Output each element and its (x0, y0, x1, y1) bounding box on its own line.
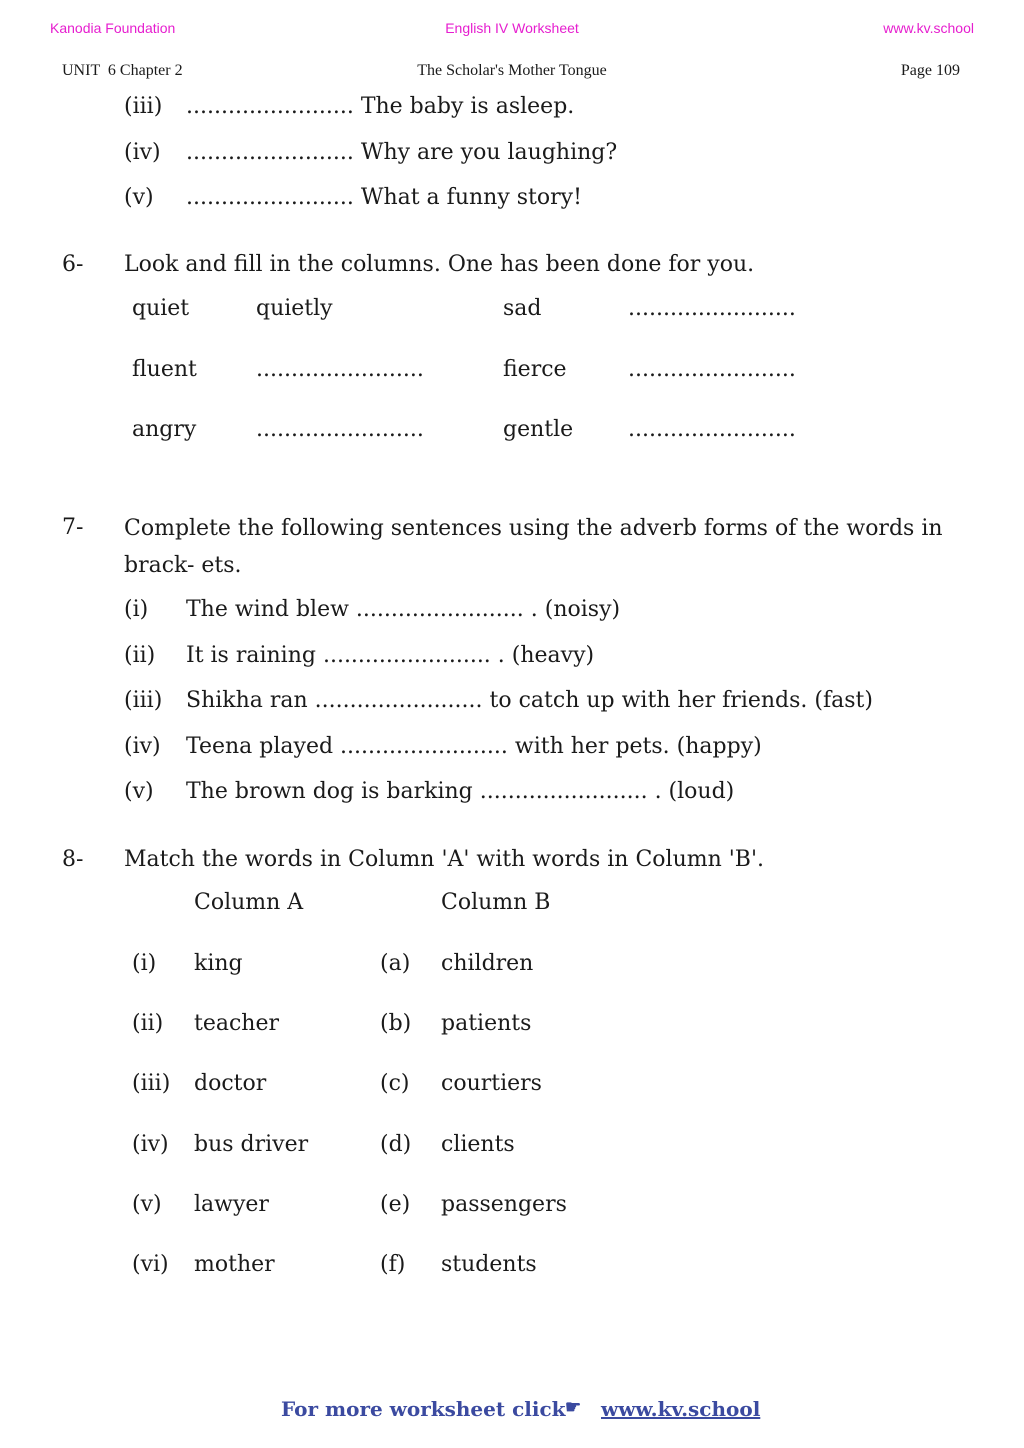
match-letter: (b) (380, 1011, 412, 1036)
q6-word: fierce (503, 357, 567, 382)
match-word-b: courtiers (441, 1071, 542, 1096)
q5-item-num: (iv) (124, 140, 161, 165)
q7-instruction: Complete the following sentences using the adverb forms of the words in brack- ets. (124, 516, 943, 578)
q7-item-text: It is raining ........................ . (heavy) (186, 643, 595, 668)
q7-item-num: (iii) (124, 688, 163, 713)
chapter-title: The Scholar's Mother Tongue (417, 62, 607, 79)
q6-answer: ........................ (256, 357, 424, 382)
q8-instruction: Match the words in Column 'A' with words in Column 'B'. (124, 847, 765, 872)
q6-answer: quietly (256, 296, 333, 321)
match-num: (iii) (132, 1071, 171, 1096)
match-letter: (f) (380, 1252, 406, 1277)
q7-number: 7- (62, 515, 84, 540)
match-word-b: children (441, 951, 534, 976)
q7-item-text: The brown dog is barking ........................ . (loud) (186, 779, 735, 804)
match-word-b: passengers (441, 1192, 567, 1217)
match-word-b: clients (441, 1132, 515, 1157)
q5-item-num: (iii) (124, 94, 163, 119)
match-word-a: lawyer (194, 1192, 269, 1217)
match-word-a: teacher (194, 1011, 280, 1036)
q6-word: gentle (503, 417, 574, 442)
match-word-a: bus driver (194, 1132, 309, 1157)
match-num: (v) (132, 1192, 162, 1217)
header-center: English IV Worksheet (445, 20, 579, 36)
q5-item-num: (v) (124, 185, 154, 210)
match-word-a: king (194, 951, 243, 976)
match-letter: (a) (380, 951, 411, 976)
pointing-hand-icon: ☛ (565, 1397, 582, 1418)
q8-number: 8- (62, 847, 84, 872)
q6-number: 6- (62, 252, 84, 277)
footer-link[interactable]: www.kv.school (601, 1397, 761, 1421)
q7-item-num: (iv) (124, 734, 161, 759)
match-word-a: mother (194, 1252, 275, 1277)
q6-answer: ........................ (628, 357, 796, 382)
match-num: (ii) (132, 1011, 164, 1036)
match-num: (iv) (132, 1132, 169, 1157)
match-letter: (e) (380, 1192, 411, 1217)
q6-instruction: Look and fill in the columns. One has been done for you. (124, 252, 755, 277)
column-a-header: Column A (194, 890, 304, 915)
match-num: (vi) (132, 1252, 169, 1277)
q6-answer: ........................ (256, 417, 424, 442)
header-right: www.kv.school (883, 20, 974, 36)
q7-item-num: (ii) (124, 643, 156, 668)
q6-word: angry (132, 417, 197, 442)
q5-item-text: ........................ The baby is asleep. (186, 94, 575, 119)
q6-answer: ........................ (628, 417, 796, 442)
header-left: Kanodia Foundation (50, 20, 176, 36)
page-footer (0, 1397, 1024, 1427)
q7-item-num: (v) (124, 779, 154, 804)
page-number: Page 109 (900, 62, 960, 79)
q7-item-num: (i) (124, 597, 149, 622)
match-word-a: doctor (194, 1071, 267, 1096)
match-word-b: students (441, 1252, 537, 1277)
q7-item-text: Shikha ran ........................ to catch up with her friends. (fast) (186, 688, 873, 713)
running-head (0, 62, 1024, 82)
q6-word: fluent (132, 357, 197, 382)
column-b-header: Column B (441, 890, 551, 915)
page-header (0, 20, 1024, 40)
unit-chapter: UNIT 6 Chapter 2 (62, 62, 183, 79)
q6-word: sad (503, 296, 542, 321)
q5-item-text: ........................ Why are you laughing? (186, 140, 618, 165)
match-letter: (c) (380, 1071, 410, 1096)
q7-item-text: Teena played ........................ with her pets. (happy) (186, 734, 762, 759)
match-letter: (d) (380, 1132, 412, 1157)
q5-item-text: ........................ What a funny story! (186, 185, 582, 210)
q6-answer: ........................ (628, 296, 796, 321)
match-num: (i) (132, 951, 157, 976)
q7-item-text: The wind blew ........................ . (noisy) (186, 597, 621, 622)
footer-text: For more worksheet click (281, 1397, 566, 1421)
q6-word: quiet (132, 296, 190, 321)
match-word-b: patients (441, 1011, 532, 1036)
